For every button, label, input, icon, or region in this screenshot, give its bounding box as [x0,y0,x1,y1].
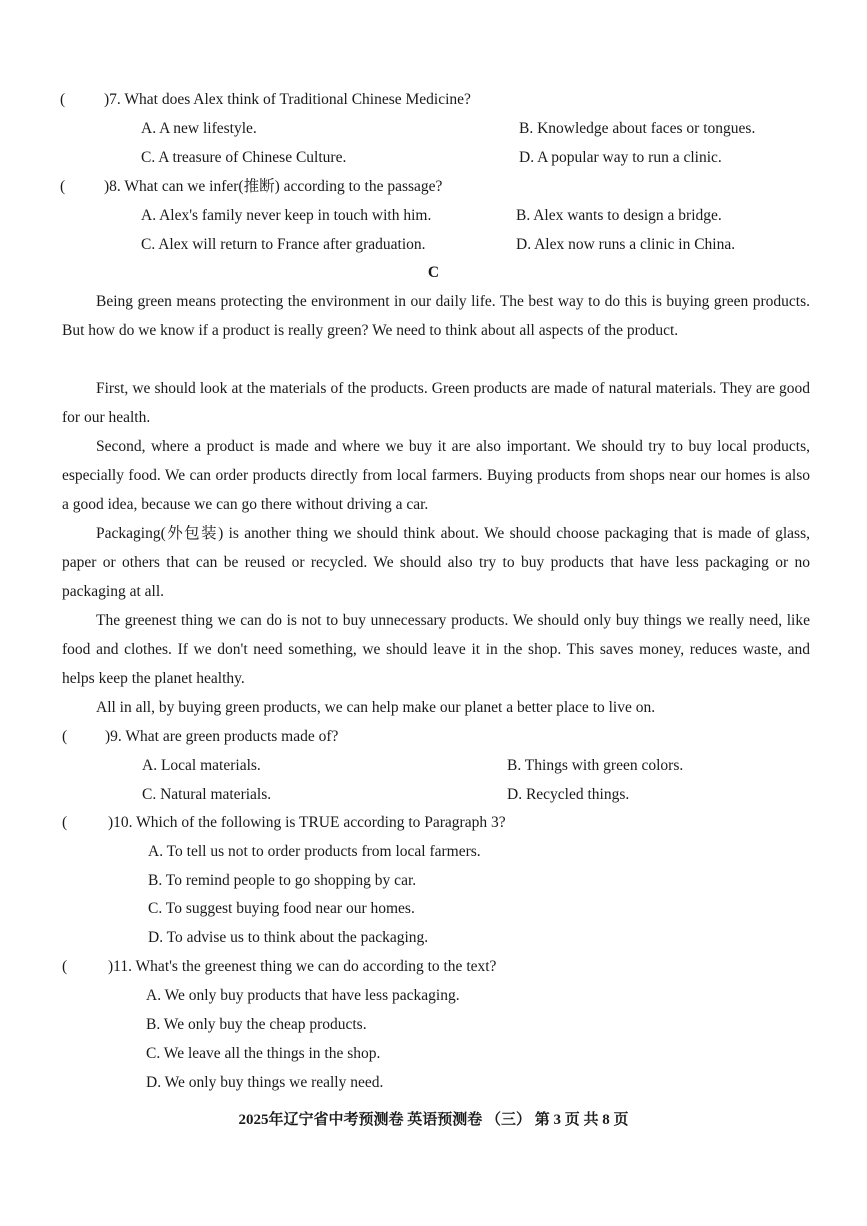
q10-option-b: B. To remind people to go shopping by car. [148,872,417,889]
section-c-heading: C [427,264,440,281]
q10-stem: )10. Which of the following is TRUE according to Paragraph 3? [108,814,506,831]
passage-paragraph-3: Second, where a product is made and where we buy it are also important. We should try to buy local products, especially food. We can order products directly from local farmers. Buying products from shops near our homes is also a good idea, because we can go there without driving a car. [62,438,810,513]
passage-paragraph-2: First, we should look at the materials of the products. Green products are made of natural materials. They are good for our health. [62,380,810,426]
q9-answer-paren: ( [62,728,68,745]
passage-paragraph-6: All in all, by buying green products, we can help make our planet a better place to live on. [96,699,656,716]
q7-option-c: C. A treasure of Chinese Culture. [141,149,347,166]
q9-option-c: C. Natural materials. [142,786,272,803]
q11-option-b: B. We only buy the cheap products. [146,1016,367,1033]
passage-paragraph-5: The greenest thing we can do is not to buy unnecessary products. We should only buy things we really need, like food and clothes. If we don't need something, we should leave it in the shop. This saves money, reduces waste, and helps keep the planet healthy. [62,612,810,687]
q8-option-c: C. Alex will return to France after graduation. [141,236,426,253]
q11-stem: )11. What's the greenest thing we can do according to the text? [108,958,497,975]
q7-answer-paren: ( [60,91,66,108]
q7-option-b: B. Knowledge about faces or tongues. [519,120,756,137]
q8-option-d: D. Alex now runs a clinic in China. [516,236,736,253]
q7-option-a: A. A new lifestyle. [141,120,257,137]
q11-option-a: A. We only buy products that have less packaging. [146,987,460,1004]
q8-stem: )8. What can we infer(推断) according to the passage? [104,178,443,195]
q10-option-c: C. To suggest buying food near our homes. [148,900,415,917]
page-footer: 2025年辽宁省中考预测卷 英语预测卷 （三） 第 3 页 共 8 页 [238,1112,629,1128]
q10-option-a: A. To tell us not to order products from local farmers. [148,843,481,860]
q9-option-b: B. Things with green colors. [507,757,684,774]
q11-option-c: C. We leave all the things in the shop. [146,1045,381,1062]
q7-option-d: D. A popular way to run a clinic. [519,149,722,166]
passage-paragraph-1: Being green means protecting the environment in our daily life. The best way to do this is buying green products. But how do we know if a product is really green? We need to think about all aspects of the product. [62,293,810,339]
passage-paragraph-4: Packaging(外包装) is another thing we should think about. We should choose packaging that is made of glass, paper or others that can be reused or recycled. We should also try to buy products that have less packaging or no packaging at all. [62,525,810,600]
q11-option-d: D. We only buy things we really need. [146,1074,384,1091]
q10-answer-paren: ( [62,814,68,831]
q7-stem: )7. What does Alex think of Traditional Chinese Medicine? [104,91,471,108]
q8-answer-paren: ( [60,178,66,195]
q8-option-a: A. Alex's family never keep in touch with him. [141,207,432,224]
q9-stem: )9. What are green products made of? [105,728,339,745]
q8-option-b: B. Alex wants to design a bridge. [516,207,722,224]
q11-answer-paren: ( [62,958,68,975]
q9-option-d: D. Recycled things. [507,786,630,803]
q10-option-d: D. To advise us to think about the packaging. [148,929,429,946]
q9-option-a: A. Local materials. [142,757,261,774]
